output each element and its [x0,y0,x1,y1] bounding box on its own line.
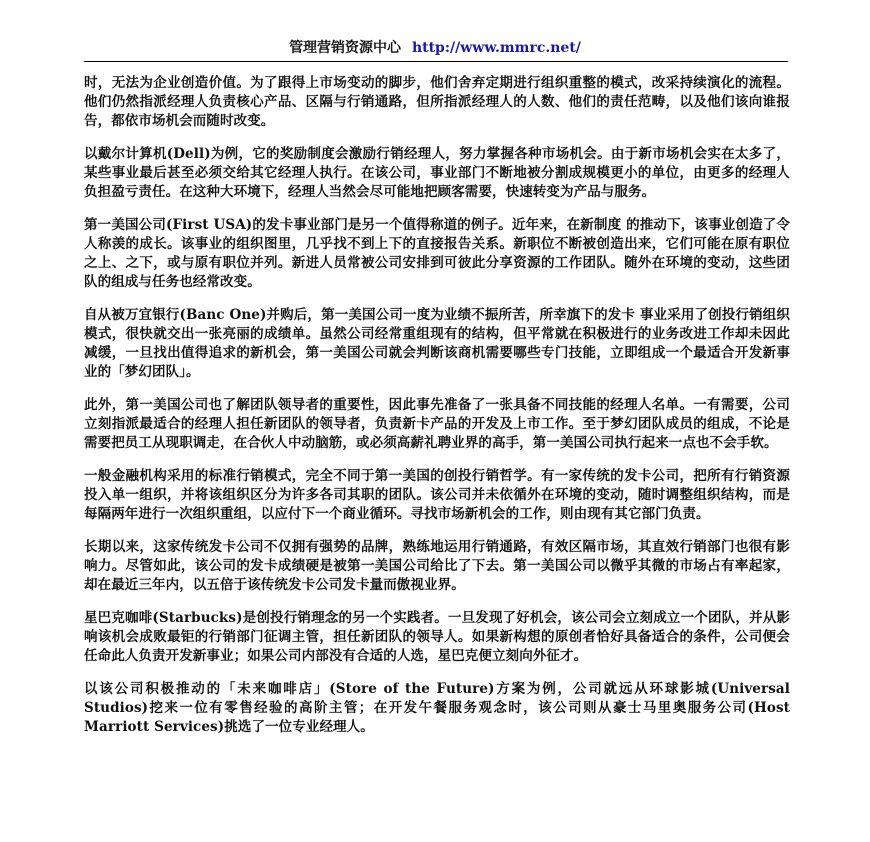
header-title: 管理营销资源中心 [289,40,402,56]
document-body [84,74,790,751]
paragraph: 以该公司积极推动的「未来咖啡店」(Store of the Future)方案为例，公司就远从环球影城(Universal Studios)挖来一位有零售经验的高阶主管；在开发午餐服务观念时，该公司则从豪士马里奥服务公司(Host Marriott Services)挑选了一位专业经理人。 [84,681,790,735]
paragraph: 时，无法为企业创造价值。为了跟得上市场变动的脚步，他们舍弃定期进行组织重整的模式，改采持续演化的流程。他们仍然指派经理人负责核心产品、区隔与行销通路，但所指派经理人的人数、他们的责任范畴，以及他们该向谁报告，都依市场机会而随时改变。 [84,75,790,129]
page-header [0,38,870,58]
paragraph: 自从被万宜银行(Banc One)并购后，第一美国公司一度为业绩不振所苦，所幸旗下的发卡 事业采用了创投行销组织模式，很快就交出一张亮丽的成绩单。虽然公司经常重组现有的结构，但平常就在积极进行的业务改进工作却未因此减缓，一旦找出值得追求的新机会，第一美国公司就会判断该商机需要哪些专门技能，立即组成一个最适合开发新事业的「梦幻团队」。 [84,307,790,380]
paragraph: 一般金融机构采用的标准行销模式，完全不同于第一美国的创投行销哲学。有一家传统的发卡公司，把所有行销资源投入单一组织，并将该组织区分为许多各司其职的团队。该公司并未依循外在环境的变动，随时调整组织结构，而是每隔两年进行一次组织重组，以应付下一个商业循环。寻找市场新机会的工作，则由现有其它部门负责。 [84,468,790,522]
header-url-link[interactable]: http://www.mmrc.net/ [411,40,581,56]
paragraph: 此外，第一美国公司也了解团队领导者的重要性，因此事先准备了一张具备不同技能的经理人名单。一有需要，公司立刻指派最适合的经理人担任新团队的领导者，负责新卡产品的开发及上市工作。至于梦幻团队成员的组成，不论是需要把员工从现职调走，在合伙人中动脑筋，或必须高薪礼聘业界的高手，第一美国公司执行起来一点也不会手软。 [84,397,790,451]
paragraph: 长期以来，这家传统发卡公司不仅拥有强势的品牌，熟练地运用行销通路，有效区隔市场，其直效行销部门也很有影响力。尽管如此，该公司的发卡成绩硬是被第一美国公司给比了下去。第一美国公司以微乎其微的市场占有率起家，却在最近三年内，以五倍于该传统发卡公司发卡量而傲视业界。 [84,539,790,593]
paragraph: 第一美国公司(First USA)的发卡事业部门是另一个值得称道的例子。近年来，在新制度 的推动下，该事业创造了令人称羡的成长。该事业的组织图里，几乎找不到上下的直接报告关系。新职位不断被创造出来，它们可能在原有职位之上、之下，或与原有职位并列。新进人员常被公司安排到可彼此分享资源的工作团队。随外在环境的变动，这些团队的组成与任务也经常改变。 [84,217,790,290]
paragraph: 星巴克咖啡(Starbucks)是创投行销理念的另一个实践者。一旦发现了好机会，该公司会立刻成立一个团队，并从影响该机会成败最钜的行销部门征调主管，担任新团队的领导人。如果新构想的原创者恰好具备适合的条件，公司便会任命此人负责开发新事业；如果公司内部没有合适的人选，星巴克便立刻向外征才。 [84,610,790,664]
header-divider [84,61,788,62]
paragraph: 以戴尔计算机(Dell)为例，它的奖励制度会激励行销经理人，努力掌握各种市场机会。由于新市场机会实在太多了，某些事业最后甚至必须交给其它经理人执行。在该公司，事业部门不断地被分割成规模更小的单位，由更多的经理人负担盈亏责任。在这种大环境下，经理人当然会尽可能地把顾客需要，快速转变为产品与服务。 [84,146,790,200]
